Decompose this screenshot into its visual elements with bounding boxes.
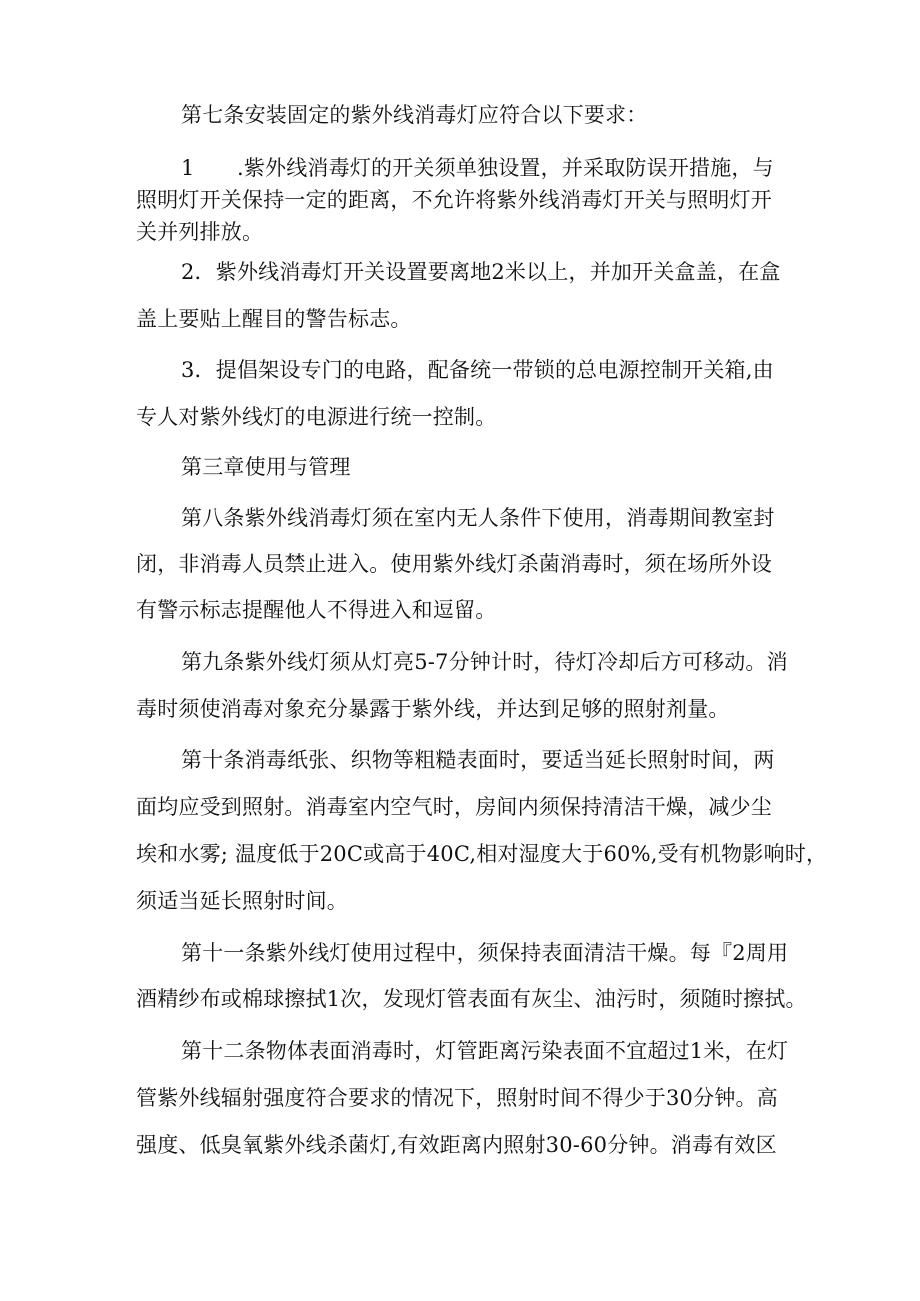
article-11-line-2: 酒精纱布或棉球擦拭1次，发现灯管表面有灰尘、油污时，须随时擦拭。 [136,987,807,1011]
item-1-line-1: 1 .紫外线消毒灯的开关须单独设置，并采取防误开措施，与 [181,156,774,180]
article-11-line-1: 第十一条紫外线灯使用过程中，须保持表面清洁干燥。每『2周用 [181,941,789,965]
article-8-line-3: 有警示标志提醒他人不得进入和逗留。 [136,598,497,622]
article-10-line-3: 埃和水雾; 温度低于20C或高于40C,相对湿度大于60%,受有机物影响时， [136,842,828,866]
article-12-line-1: 第十二条物体表面消毒时，灯管距离污染表面不宜超过1米，在灯 [181,1039,789,1063]
article-10-line-2: 面均应受到照射。消毒室内空气时，房间内须保持清洁干燥，减少尘 [136,795,772,819]
item-3-line-1: 3．提倡架设专门的电路，配备统一带锁的总电源控制开关箱,由 [181,358,774,382]
item-3-line-2: 专人对紫外线灯的电源进行统一控制。 [136,405,497,429]
article-9-line-2: 毒时须使消毒对象充分暴露于紫外线，并达到足够的照射剂量。 [136,697,730,721]
article-8-line-2: 闭，非消毒人员禁止进入。使用紫外线灯杀菌消毒时，须在场所外设 [136,552,772,576]
item-2-line-2: 盖上要贴上醒目的警告标志。 [136,307,412,331]
chapter-3-heading: 第三章使用与管理 [181,455,351,479]
article-12-line-3: 强度、低臭氧紫外线杀菌灯,有效距离内照射30-60分钟。消毒有效区 [136,1133,777,1157]
article-9-line-1: 第九条紫外线灯须从灯亮5-7分钟计时，待灯冷却后方可移动。消 [181,650,788,674]
item-1-line-3: 关并列排放。 [136,220,264,244]
article-8-line-1: 第八条紫外线消毒灯须在室内无人条件下使用，消毒期间教室封 [181,506,775,530]
article-12-line-2: 管紫外线辐射强度符合要求的情况下，照射时间不得少于30分钟。高 [136,1086,778,1110]
article-10-line-1: 第十条消毒纸张、织物等粗糙表面时，要适当延长照射时间，两 [181,748,775,772]
article-10-line-4: 须适当延长照射时间。 [136,889,348,913]
article-7-heading: 第七条安装固定的紫外线消毒灯应符合以下要求： [181,103,648,127]
item-1-line-2: 照明灯开关保持一定的距离，不允许将紫外线消毒灯开关与照明灯开 [136,188,772,212]
item-2-line-1: 2．紫外线消毒灯开关设置要离地2米以上，并加开关盒盖，在盒 [181,260,781,284]
